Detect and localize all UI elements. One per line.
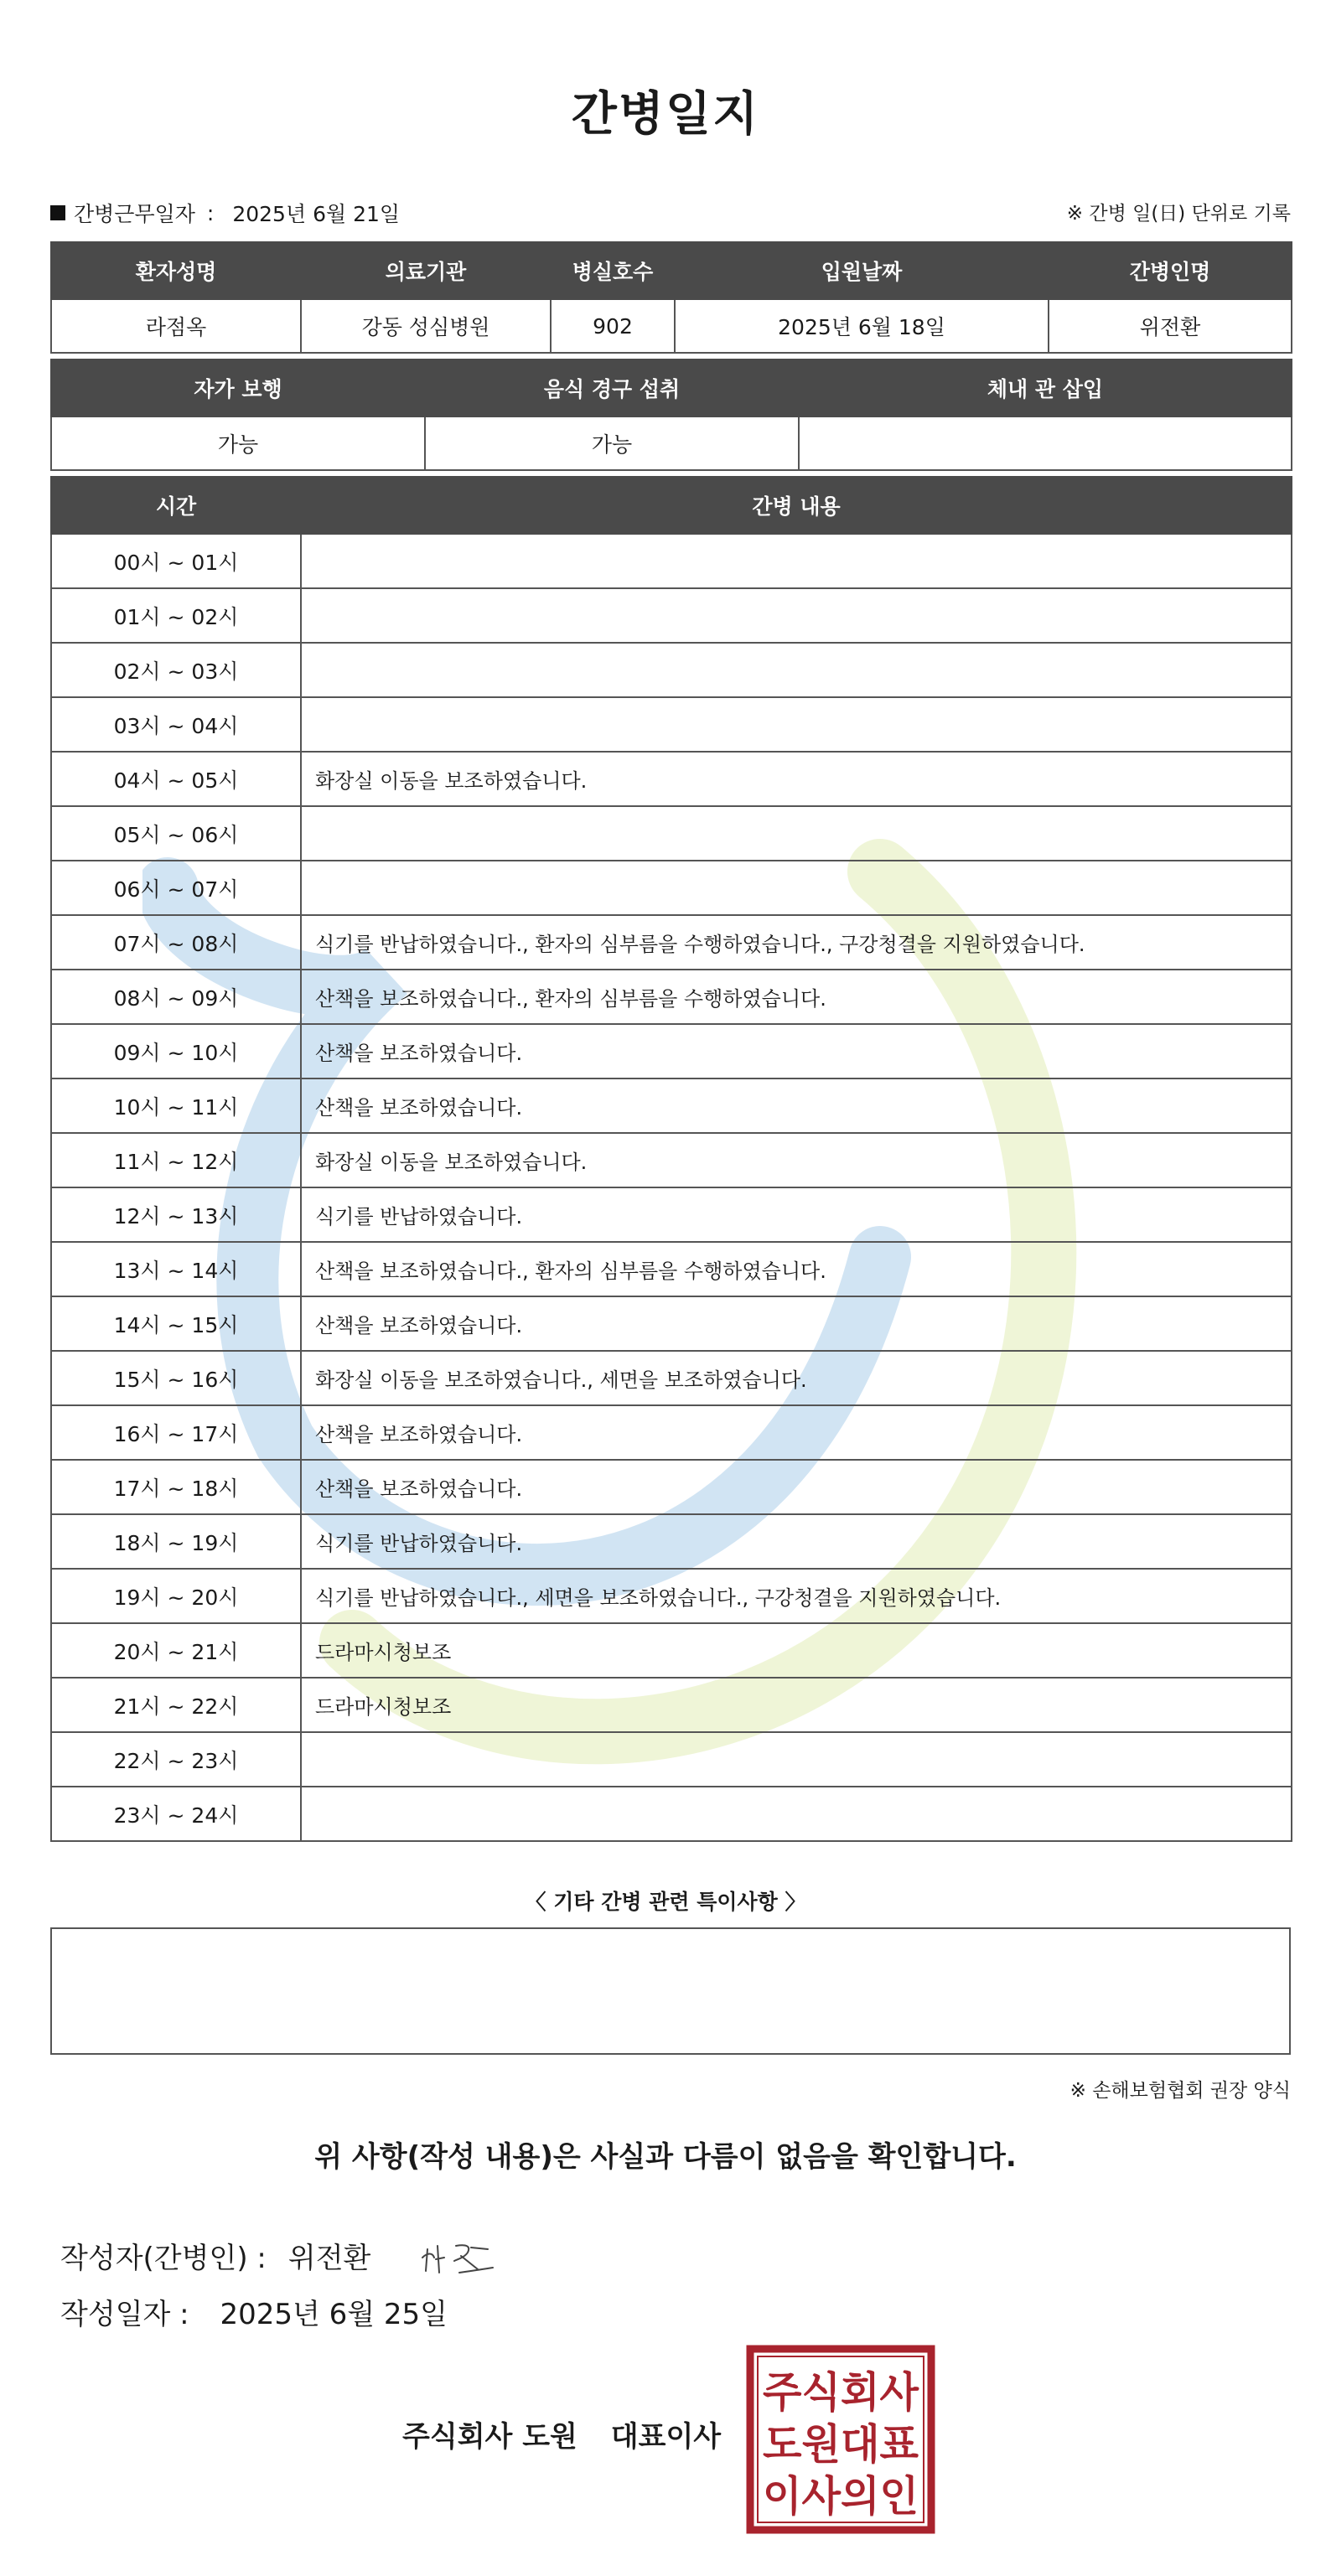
- written-date-label: 작성일자 :: [60, 2298, 189, 2331]
- time-cell: 09시 ~ 10시: [51, 1024, 301, 1079]
- table-row: [51, 1460, 1292, 1514]
- time-cell: 03시 ~ 04시: [51, 697, 301, 752]
- care-note-cell: 산책을 보조하였습니다.: [301, 1079, 1292, 1133]
- ability-value-row: [51, 416, 1292, 470]
- header-care-content: 간병 내용: [301, 477, 1292, 534]
- work-date-separator: :: [206, 200, 215, 225]
- time-cell: 19시 ~ 20시: [51, 1569, 301, 1623]
- care-note-cell: 화장실 이동을 보조하였습니다.: [301, 752, 1292, 806]
- page-title: 간병일지: [571, 87, 760, 142]
- time-cell: 22시 ~ 23시: [51, 1732, 301, 1787]
- self-walking-value: 가능: [51, 416, 425, 470]
- care-note-cell: [301, 534, 1292, 588]
- time-cell: 16시 ~ 17시: [51, 1405, 301, 1460]
- remarks-box: [50, 1927, 1291, 2055]
- written-date-row: [60, 2291, 448, 2332]
- table-row: [51, 806, 1292, 861]
- header-time: 시간: [51, 477, 301, 534]
- ability-header-row: [51, 360, 1292, 416]
- table-row: [51, 1514, 1292, 1569]
- company-block: [402, 2413, 721, 2454]
- care-note-cell: 산책을 보조하였습니다.: [301, 1405, 1292, 1460]
- time-cell: 08시 ~ 09시: [51, 970, 301, 1024]
- care-note-cell: 산책을 보조하였습니다.: [301, 1296, 1292, 1351]
- table-row: [51, 1678, 1292, 1732]
- work-date-value: 2025년 6월 21일: [232, 202, 401, 226]
- header-self-walking: 자가 보행: [51, 360, 425, 416]
- header-caregiver-name: 간병인명: [1049, 242, 1292, 299]
- table-row: [51, 752, 1292, 806]
- table-row: [51, 1569, 1292, 1623]
- company-title: 대표이사: [610, 2420, 722, 2454]
- care-note-cell: [301, 806, 1292, 861]
- table-row: [51, 697, 1292, 752]
- time-cell: 14시 ~ 15시: [51, 1296, 301, 1351]
- time-cell: 02시 ~ 03시: [51, 643, 301, 697]
- time-cell: 13시 ~ 14시: [51, 1242, 301, 1296]
- care-note-cell: 화장실 이동을 보조하였습니다., 세면을 보조하였습니다.: [301, 1351, 1292, 1405]
- work-date-row: [50, 198, 1291, 228]
- seal-line-1: 주식회사: [763, 2368, 919, 2417]
- time-cell: 11시 ~ 12시: [51, 1133, 301, 1187]
- written-date-value: 2025년 6월 25일: [220, 2298, 448, 2331]
- care-note-cell: [301, 861, 1292, 915]
- care-log-table: [50, 476, 1292, 1842]
- table-row: [51, 1242, 1292, 1296]
- tube-insertion-value: [799, 416, 1292, 470]
- time-cell: 06시 ~ 07시: [51, 861, 301, 915]
- confirmation-statement: 위 사항(작성 내용)은 사실과 다름이 없음을 확인합니다.: [314, 2140, 1017, 2174]
- time-cell: 10시 ~ 11시: [51, 1079, 301, 1133]
- table-row: [51, 861, 1292, 915]
- patient-name: 라점옥: [51, 299, 301, 353]
- time-cell: 07시 ~ 08시: [51, 915, 301, 970]
- care-note-cell: 식기를 반납하였습니다.: [301, 1187, 1292, 1242]
- care-note-cell: [301, 643, 1292, 697]
- care-note-cell: [301, 1732, 1292, 1787]
- time-cell: 21시 ~ 22시: [51, 1678, 301, 1732]
- room-number: 902: [551, 299, 675, 353]
- table-row: [51, 1079, 1292, 1133]
- header-admission-date: 입원날짜: [675, 242, 1049, 299]
- time-cell: 12시 ~ 13시: [51, 1187, 301, 1242]
- care-note-cell: 산책을 보조하였습니다., 환자의 심부름을 수행하였습니다.: [301, 1242, 1292, 1296]
- care-log-header-row: [51, 477, 1292, 534]
- square-bullet-icon: [50, 205, 65, 220]
- patient-ability-table: [50, 359, 1292, 471]
- table-row: [51, 1296, 1292, 1351]
- care-note-cell: 식기를 반납하였습니다., 환자의 심부름을 수행하였습니다., 구강청결을 지원하였습니다.: [301, 915, 1292, 970]
- table-row: [51, 970, 1292, 1024]
- time-cell: 01시 ~ 02시: [51, 588, 301, 643]
- care-note-cell: 산책을 보조하였습니다.: [301, 1024, 1292, 1079]
- header-tube-insertion: 체내 관 삽입: [799, 360, 1292, 416]
- patient-info-header-row: [51, 242, 1292, 299]
- care-note-cell: 드라마시청보조: [301, 1623, 1292, 1678]
- care-note-cell: 산책을 보조하였습니다.: [301, 1460, 1292, 1514]
- writer-label: 작성자(간병인) :: [60, 2241, 267, 2275]
- care-note-cell: 드라마시청보조: [301, 1678, 1292, 1732]
- oral-intake-value: 가능: [425, 416, 799, 470]
- table-row: [51, 1623, 1292, 1678]
- care-note-cell: 식기를 반납하였습니다., 세면을 보조하였습니다., 구강청결을 지원하였습니다.: [301, 1569, 1292, 1623]
- seal-line-3: 이사의인: [763, 2472, 919, 2521]
- work-date: [50, 198, 400, 228]
- header-oral-intake: 음식 경구 섭취: [425, 360, 799, 416]
- caregiver-name: 위전환: [1049, 299, 1292, 353]
- table-row: [51, 534, 1292, 588]
- patient-info-value-row: [51, 299, 1292, 353]
- writer-row: [60, 2226, 516, 2284]
- seal-line-2: 도원대표: [763, 2420, 919, 2469]
- care-note-cell: 산책을 보조하였습니다., 환자의 심부름을 수행하였습니다.: [301, 970, 1292, 1024]
- form-source-note: ※ 손해보험협회 권장 양식: [1069, 2080, 1291, 2102]
- writer-name: 위전환: [287, 2241, 371, 2275]
- care-note-cell: 식기를 반납하였습니다.: [301, 1514, 1292, 1569]
- company-name: 주식회사 도원: [402, 2420, 577, 2454]
- patient-info-table: [50, 241, 1292, 354]
- signature: [416, 2234, 516, 2284]
- table-row: [51, 1024, 1292, 1079]
- table-row: [51, 643, 1292, 697]
- time-cell: 00시 ~ 01시: [51, 534, 301, 588]
- hospital-name: 강동 성심병원: [301, 299, 551, 353]
- care-note-cell: [301, 697, 1292, 752]
- time-cell: 04시 ~ 05시: [51, 752, 301, 806]
- care-note-cell: 화장실 이동을 보조하였습니다.: [301, 1133, 1292, 1187]
- time-cell: 17시 ~ 18시: [51, 1460, 301, 1514]
- table-row: [51, 1732, 1292, 1787]
- table-row: [51, 1133, 1292, 1187]
- work-date-label: 간병근무일자: [74, 202, 195, 226]
- remarks-title: 〈 기타 간병 관련 특이사항 〉: [525, 1890, 806, 1914]
- table-row: [51, 1351, 1292, 1405]
- care-note-cell: [301, 588, 1292, 643]
- table-row: [51, 1787, 1292, 1841]
- header-hospital: 의료기관: [301, 242, 551, 299]
- time-cell: 18시 ~ 19시: [51, 1514, 301, 1569]
- care-note-cell: [301, 1787, 1292, 1841]
- company-seal-stamp: [746, 2345, 935, 2534]
- time-cell: 05시 ~ 06시: [51, 806, 301, 861]
- table-row: [51, 1405, 1292, 1460]
- table-row: [51, 915, 1292, 970]
- table-row: [51, 1187, 1292, 1242]
- table-row: [51, 588, 1292, 643]
- time-cell: 23시 ~ 24시: [51, 1787, 301, 1841]
- time-cell: 20시 ~ 21시: [51, 1623, 301, 1678]
- record-unit-note: ※ 간병 일(日) 단위로 기록: [1066, 203, 1291, 225]
- header-room-number: 병실호수: [551, 242, 675, 299]
- header-patient-name: 환자성명: [51, 242, 301, 299]
- time-cell: 15시 ~ 16시: [51, 1351, 301, 1405]
- admission-date: 2025년 6월 18일: [675, 299, 1049, 353]
